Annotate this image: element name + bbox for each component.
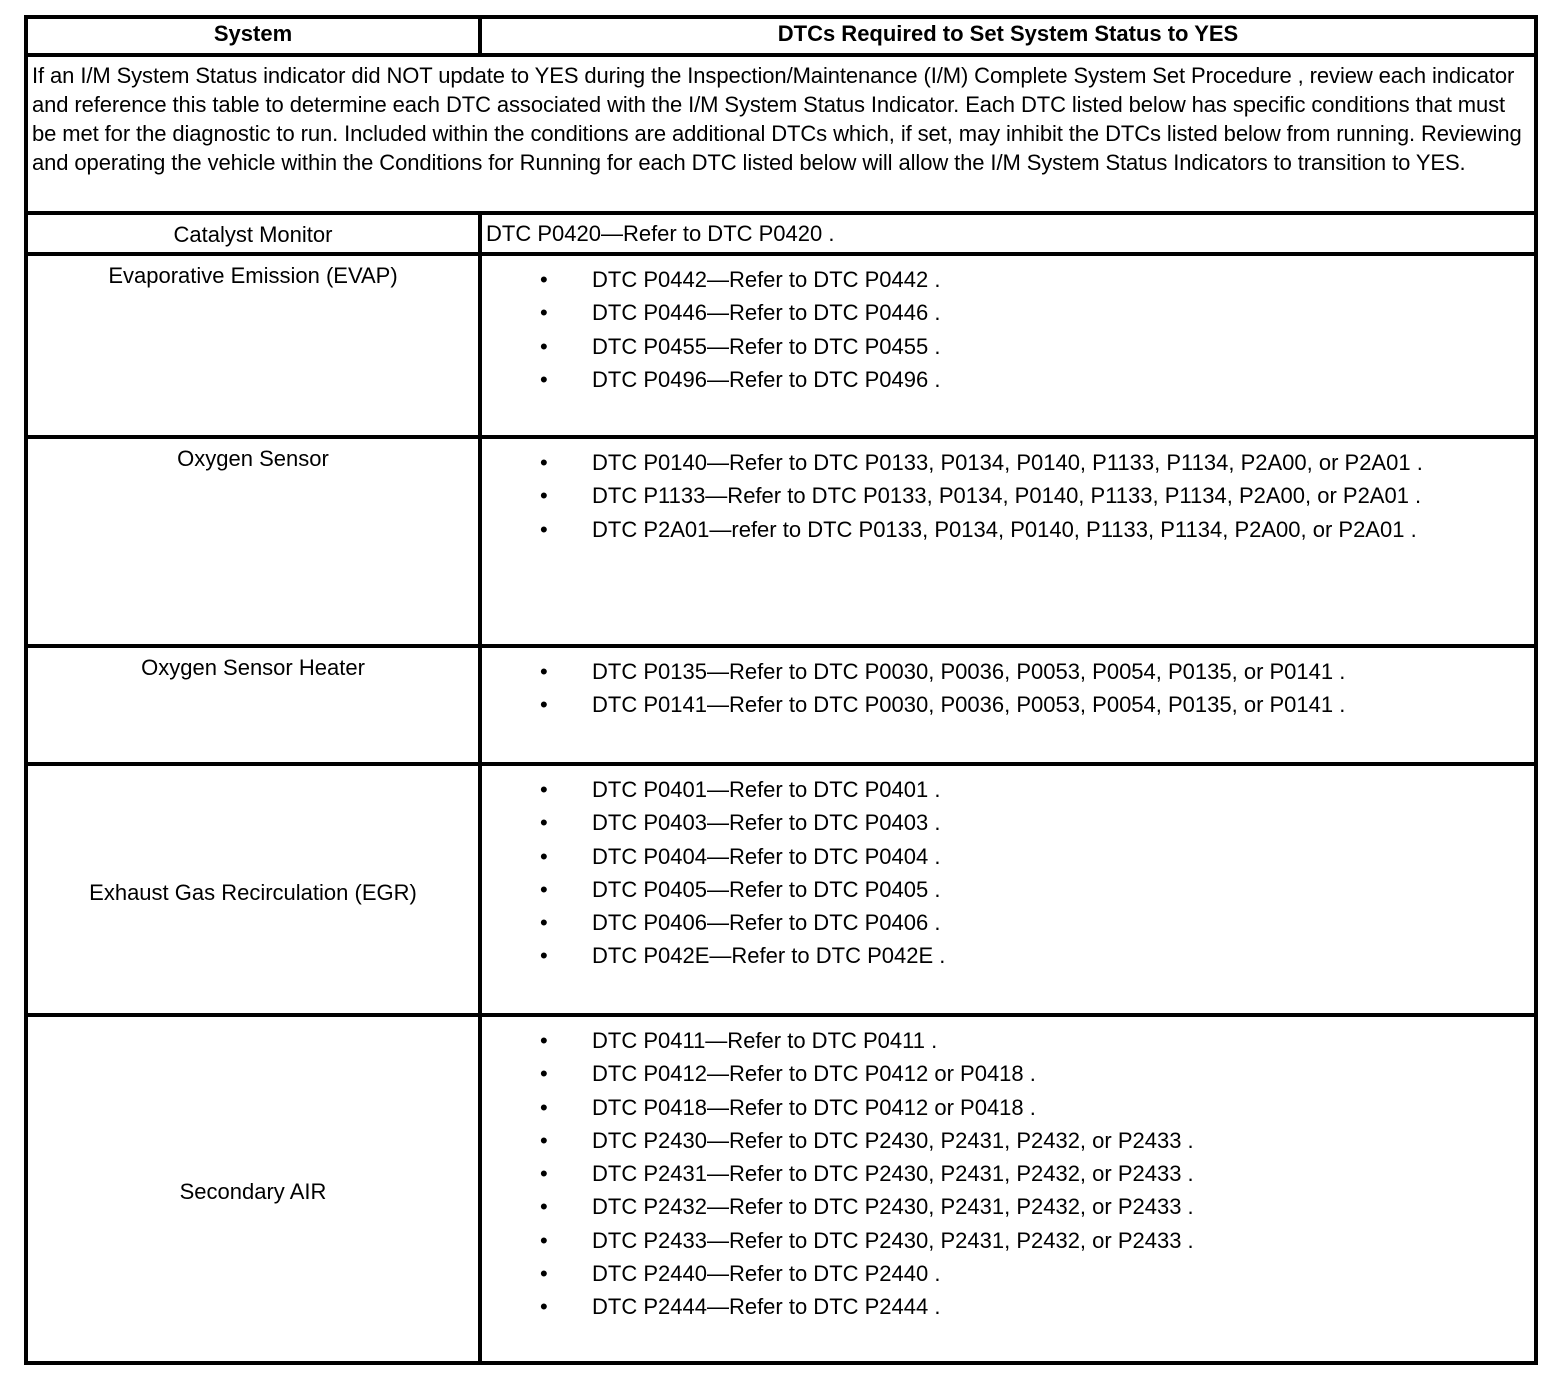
- header-dtcs: DTCs Required to Set System Status to YES: [480, 17, 1536, 55]
- dtc-list-item: • DTC P2432—Refer to DTC P2430, P2431, P2432, or P2433 .: [592, 1190, 1528, 1223]
- dtc-list-cell: [480, 646, 1536, 764]
- dtc-list-item: • DTC P0418—Refer to DTC P0412 or P0418 .: [592, 1091, 1528, 1124]
- dtc-list-item: • DTC P0401—Refer to DTC P0401 .: [592, 773, 1528, 806]
- system-name: Exhaust Gas Recirculation (EGR): [26, 764, 480, 1015]
- system-name: Oxygen Sensor: [26, 437, 480, 646]
- intro-text: If an I/M System Status indicator did NOT update to YES during the Inspection/Maintenance (I/M) Complete System Set Procedure , review each indicator and reference this table to determine each DTC associated with the I/M System Status Indicator. Each DTC listed below has specific conditions that must be met for the diagnostic to run. Included within the conditions are additional DTCs which, if set, may inhibit the DTCs listed below from running. Reviewing and operating the vehicle within the Conditions for Running for each DTC listed below will allow the I/M System Status Indicators to transition to YES.: [26, 55, 1536, 213]
- table-header-row: [26, 17, 1536, 55]
- dtc-list-item: • DTC P0141—Refer to DTC P0030, P0036, P0053, P0054, P0135, or P0141 .: [592, 688, 1528, 721]
- dtc-list-cell: [480, 1015, 1536, 1363]
- table-row: [26, 437, 1536, 646]
- dtc-list-item: • DTC P1133—Refer to DTC P0133, P0134, P0140, P1133, P1134, P2A00, or P2A01 .: [592, 479, 1514, 512]
- intro-row: [26, 55, 1536, 213]
- dtc-list: [488, 766, 1528, 973]
- dtc-list-item: • DTC P0455—Refer to DTC P0455 .: [592, 330, 1528, 363]
- dtc-list-item: • DTC P0446—Refer to DTC P0446 .: [592, 296, 1528, 329]
- dtc-text: DTC P0420—Refer to DTC P0420 .: [480, 213, 1536, 254]
- table-row: [26, 254, 1536, 437]
- dtc-list-item: • DTC P0406—Refer to DTC P0406 .: [592, 906, 1528, 939]
- system-name: Secondary AIR: [26, 1015, 480, 1363]
- dtc-list-item: • DTC P2444—Refer to DTC P2444 .: [592, 1290, 1528, 1323]
- table-row: [26, 646, 1536, 764]
- dtc-list-item: • DTC P0442—Refer to DTC P0442 .: [592, 263, 1528, 296]
- dtc-list-item: • DTC P2431—Refer to DTC P2430, P2431, P2432, or P2433 .: [592, 1157, 1528, 1190]
- system-name: Oxygen Sensor Heater: [26, 646, 480, 764]
- dtc-list-item: • DTC P2440—Refer to DTC P2440 .: [592, 1257, 1528, 1290]
- dtc-list-cell: [480, 254, 1536, 437]
- dtc-list-item: • DTC P0412—Refer to DTC P0412 or P0418 .: [592, 1057, 1528, 1090]
- system-name: Evaporative Emission (EVAP): [26, 254, 480, 437]
- dtc-list-cell: [480, 437, 1536, 646]
- table-row: [26, 213, 1536, 254]
- dtc-list-item: • DTC P0411—Refer to DTC P0411 .: [592, 1024, 1528, 1057]
- dtc-list-item: • DTC P0135—Refer to DTC P0030, P0036, P0053, P0054, P0135, or P0141 .: [592, 655, 1528, 688]
- dtc-list: [488, 1017, 1528, 1324]
- dtc-list-item: • DTC P2430—Refer to DTC P2430, P2431, P2432, or P2433 .: [592, 1124, 1528, 1157]
- dtc-list-item: • DTC P0405—Refer to DTC P0405 .: [592, 873, 1528, 906]
- dtc-list: [488, 256, 1528, 396]
- dtc-list-item: • DTC P0140—Refer to DTC P0133, P0134, P0140, P1133, P1134, P2A00, or P2A01 .: [592, 446, 1514, 479]
- dtc-list-item: • DTC P0404—Refer to DTC P0404 .: [592, 840, 1528, 873]
- dtc-list-item: • DTC P042E—Refer to DTC P042E .: [592, 939, 1528, 972]
- dtc-list-item: • DTC P0403—Refer to DTC P0403 .: [592, 806, 1528, 839]
- table-row: [26, 1015, 1536, 1363]
- dtc-list-item: • DTC P2433—Refer to DTC P2430, P2431, P2432, or P2433 .: [592, 1224, 1528, 1257]
- dtc-list: [488, 439, 1528, 546]
- table-row: [26, 764, 1536, 1015]
- dtc-list-cell: [480, 764, 1536, 1015]
- dtc-list: [488, 648, 1528, 722]
- header-system: System: [26, 17, 480, 55]
- dtc-system-status-table: [24, 15, 1538, 1365]
- system-name: Catalyst Monitor: [26, 213, 480, 254]
- dtc-list-item: • DTC P0496—Refer to DTC P0496 .: [592, 363, 1528, 396]
- dtc-list-item: • DTC P2A01—refer to DTC P0133, P0134, P0140, P1133, P1134, P2A00, or P2A01 .: [592, 513, 1514, 546]
